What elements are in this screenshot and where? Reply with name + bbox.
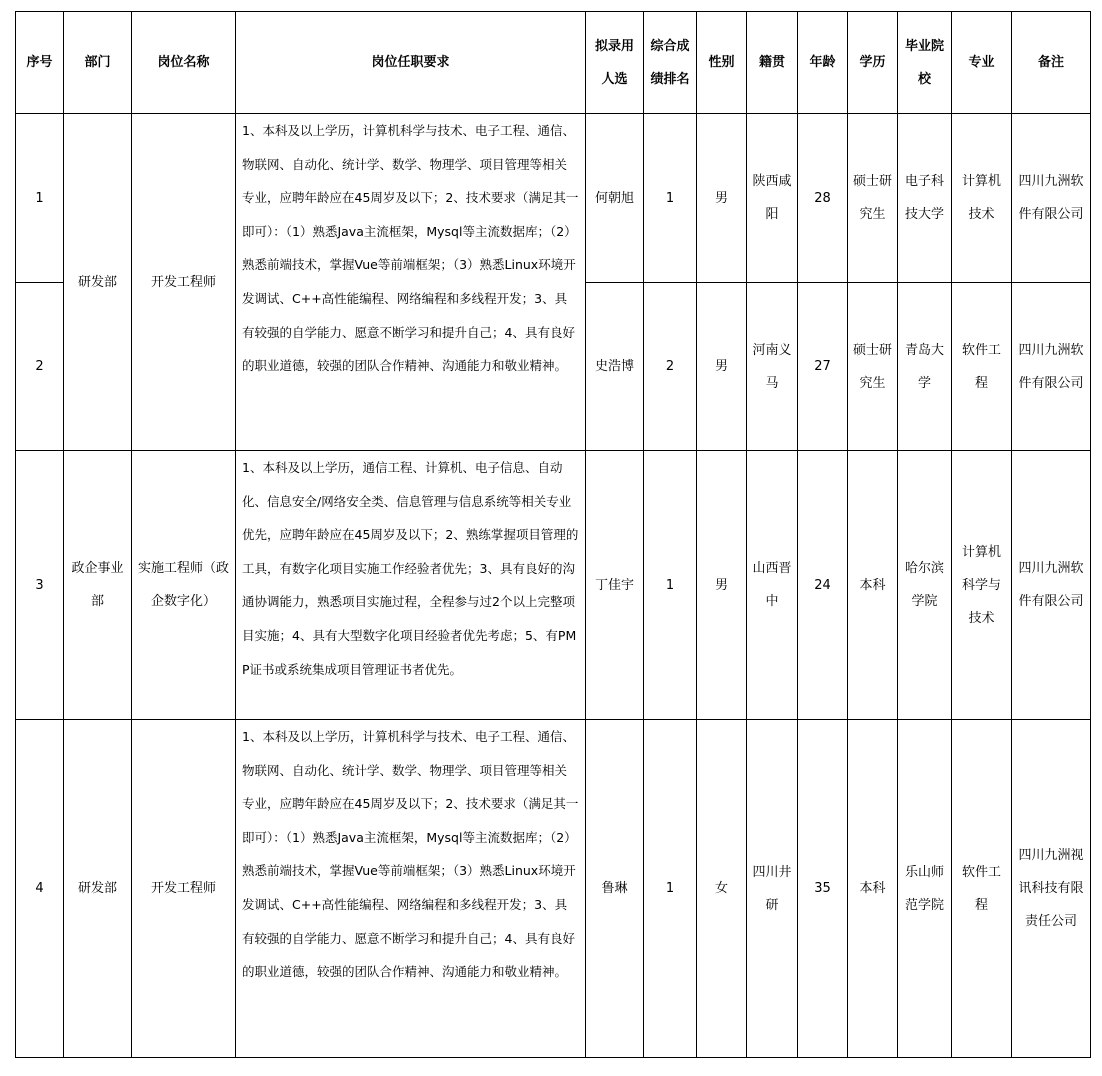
cell-candidate: 鲁琳 [586, 720, 644, 1058]
cell-department: 政企事业部 [64, 451, 132, 720]
cell-school: 青岛大学 [898, 283, 952, 451]
cell-major: 计算机科学与技术 [952, 451, 1012, 720]
cell-remark: 四川九洲软件有限公司 [1012, 283, 1091, 451]
cell-no: 2 [16, 283, 64, 451]
cell-department: 研发部 [64, 114, 132, 451]
cell-rank: 1 [644, 720, 697, 1058]
header-native-place: 籍贯 [747, 12, 798, 114]
cell-major: 软件工程 [952, 720, 1012, 1058]
header-remark: 备注 [1012, 12, 1091, 114]
header-age: 年龄 [798, 12, 848, 114]
cell-remark: 四川九洲软件有限公司 [1012, 114, 1091, 283]
cell-age: 28 [798, 114, 848, 283]
header-gender: 性别 [697, 12, 747, 114]
table-row [16, 720, 1091, 1058]
cell-candidate: 丁佳宇 [586, 451, 644, 720]
cell-native-place: 河南义马 [747, 283, 798, 451]
cell-gender: 女 [697, 720, 747, 1058]
cell-candidate: 史浩博 [586, 283, 644, 451]
cell-gender: 男 [697, 451, 747, 720]
header-major: 专业 [952, 12, 1012, 114]
cell-no: 4 [16, 720, 64, 1058]
cell-gender: 男 [697, 283, 747, 451]
cell-candidate: 何朝旭 [586, 114, 644, 283]
header-row [16, 12, 1091, 114]
header-rank: 综合成绩排名 [644, 12, 697, 114]
table-row [16, 114, 1091, 283]
cell-position: 实施工程师（政企数字化） [132, 451, 236, 720]
cell-department: 研发部 [64, 720, 132, 1058]
cell-rank: 2 [644, 283, 697, 451]
cell-education: 本科 [848, 451, 898, 720]
cell-education: 本科 [848, 720, 898, 1058]
cell-rank: 1 [644, 451, 697, 720]
cell-gender: 男 [697, 114, 747, 283]
candidate-table [15, 11, 1091, 1058]
header-no: 序号 [16, 12, 64, 114]
table-row [16, 451, 1091, 720]
header-school: 毕业院校 [898, 12, 952, 114]
header-education: 学历 [848, 12, 898, 114]
header-requirements: 岗位任职要求 [236, 12, 586, 114]
cell-major: 软件工程 [952, 283, 1012, 451]
cell-age: 35 [798, 720, 848, 1058]
cell-requirements: 1、本科及以上学历，计算机科学与技术、电子工程、通信、物联网、自动化、统计学、数学、物理学、项目管理等相关专业，应聘年龄应在45周岁及以下；2、技术要求（满足其一即可）：（1）熟悉Java主流框架，Mysql等主流数据库；（2）熟悉前端技术，掌握Vue等前端框架；（3）熟悉Linux环境开发调试、C++高性能编程、网络编程和多线程开发；3、具有较强的自学能力、愿意不断学习和提升自己；4、具有良好的职业道德，较强的团队合作精神、沟通能力和敬业精神。 [236, 114, 586, 451]
cell-remark: 四川九洲软件有限公司 [1012, 451, 1091, 720]
header-candidate: 拟录用人选 [586, 12, 644, 114]
cell-major: 计算机技术 [952, 114, 1012, 283]
header-department: 部门 [64, 12, 132, 114]
cell-remark: 四川九洲视讯科技有限责任公司 [1012, 720, 1091, 1058]
cell-school: 电子科技大学 [898, 114, 952, 283]
cell-no: 1 [16, 114, 64, 283]
cell-native-place: 陕西咸阳 [747, 114, 798, 283]
header-position: 岗位名称 [132, 12, 236, 114]
cell-education: 硕士研究生 [848, 114, 898, 283]
cell-requirements: 1、本科及以上学历，计算机科学与技术、电子工程、通信、物联网、自动化、统计学、数学、物理学、项目管理等相关专业，应聘年龄应在45周岁及以下；2、技术要求（满足其一即可）：（1）熟悉Java主流框架，Mysql等主流数据库；（2）熟悉前端技术，掌握Vue等前端框架；（3）熟悉Linux环境开发调试、C++高性能编程、网络编程和多线程开发；3、具有较强的自学能力、愿意不断学习和提升自己；4、具有良好的职业道德，较强的团队合作精神、沟通能力和敬业精神。 [236, 720, 586, 1058]
cell-native-place: 山西晋中 [747, 451, 798, 720]
cell-education: 硕士研究生 [848, 283, 898, 451]
cell-native-place: 四川井研 [747, 720, 798, 1058]
cell-position: 开发工程师 [132, 114, 236, 451]
cell-position: 开发工程师 [132, 720, 236, 1058]
cell-school: 乐山师范学院 [898, 720, 952, 1058]
cell-school: 哈尔滨学院 [898, 451, 952, 720]
cell-rank: 1 [644, 114, 697, 283]
cell-no: 3 [16, 451, 64, 720]
cell-age: 27 [798, 283, 848, 451]
cell-age: 24 [798, 451, 848, 720]
cell-requirements: 1、本科及以上学历，通信工程、计算机、电子信息、自动化、信息安全/网络安全类、信息管理与信息系统等相关专业优先，应聘年龄应在45周岁及以下；2、熟练掌握项目管理的工具，有数字化项目实施工作经验者优先；3、具有良好的沟通协调能力，熟悉项目实施过程，全程参与过2个以上完整项目实施；4、具有大型数字化项目经验者优先考虑；5、有PMP证书或系统集成项目管理证书者优先。 [236, 451, 586, 720]
